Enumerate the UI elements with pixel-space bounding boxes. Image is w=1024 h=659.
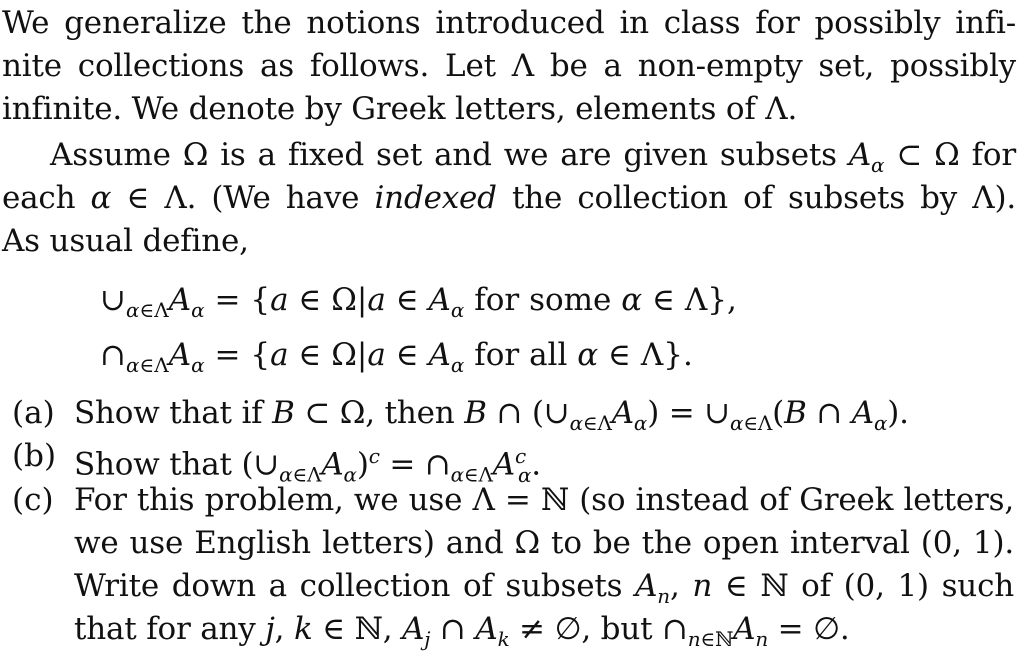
intro-line-4: Assume Ω is a fixed set and we are given subsets $A_\alpha$ ⊂ Ω for	[2, 137, 1016, 178]
item-c-line-4: that for any j, k ∈ ℕ, $A_j$ ∩ $A_k$ ≠ ∅, but $\cap_{n\in ℕ}A_n$ = ∅.	[74, 611, 850, 652]
item-c-label: (c)	[12, 482, 54, 518]
intro-line-1: We generalize the notions introduced in class for possibly infi-	[2, 5, 1016, 41]
item-a-label: (a)	[12, 395, 55, 431]
intro-line-5: each α ∈ Λ. (We have indexed the collection of subsets by Λ).	[2, 180, 1017, 216]
item-b-text: Show that $(\cup_{\alpha\in\Lambda}A_\alpha)^c$ = $\cap_{\alpha\in\Lambda}A^c_\alpha$.	[74, 444, 541, 487]
intro-line-2: nite collections as follows. Let Λ be a non-empty set, possibly	[2, 48, 1016, 84]
item-c-line-2: we use English letters) and Ω to be the open interval (0, 1).	[74, 525, 1014, 561]
intro-line-3: infinite. We denote by Greek letters, elements of Λ.	[2, 91, 798, 127]
item-c-line-1: For this problem, we use Λ = ℕ (so instead of Greek letters,	[74, 482, 1014, 518]
item-a-text: Show that if B ⊂ Ω, then B ∩ $(\cup_{\alpha\in\Lambda}A_\alpha)$ = $\cup_{\alpha\in\Lambda}(B$ ∩ $A_\alpha$).	[74, 395, 909, 436]
equation-intersection: $\cap_{\alpha\in\Lambda}A_\alpha = \{a$ ∈ Ω|a ∈ $A_\alpha$ for all α ∈ Λ}.	[100, 337, 693, 378]
item-b-label: (b)	[12, 438, 57, 474]
equation-union: $\cup_{\alpha\in\Lambda}A_\alpha = \{a$ ∈ Ω|a ∈ $A_\alpha$ for some α ∈ Λ},	[100, 282, 737, 323]
intro-line-6: As usual define,	[2, 223, 249, 259]
item-c-line-3: Write down a collection of subsets $A_n$, n ∈ ℕ of (0, 1) such	[74, 568, 1014, 609]
